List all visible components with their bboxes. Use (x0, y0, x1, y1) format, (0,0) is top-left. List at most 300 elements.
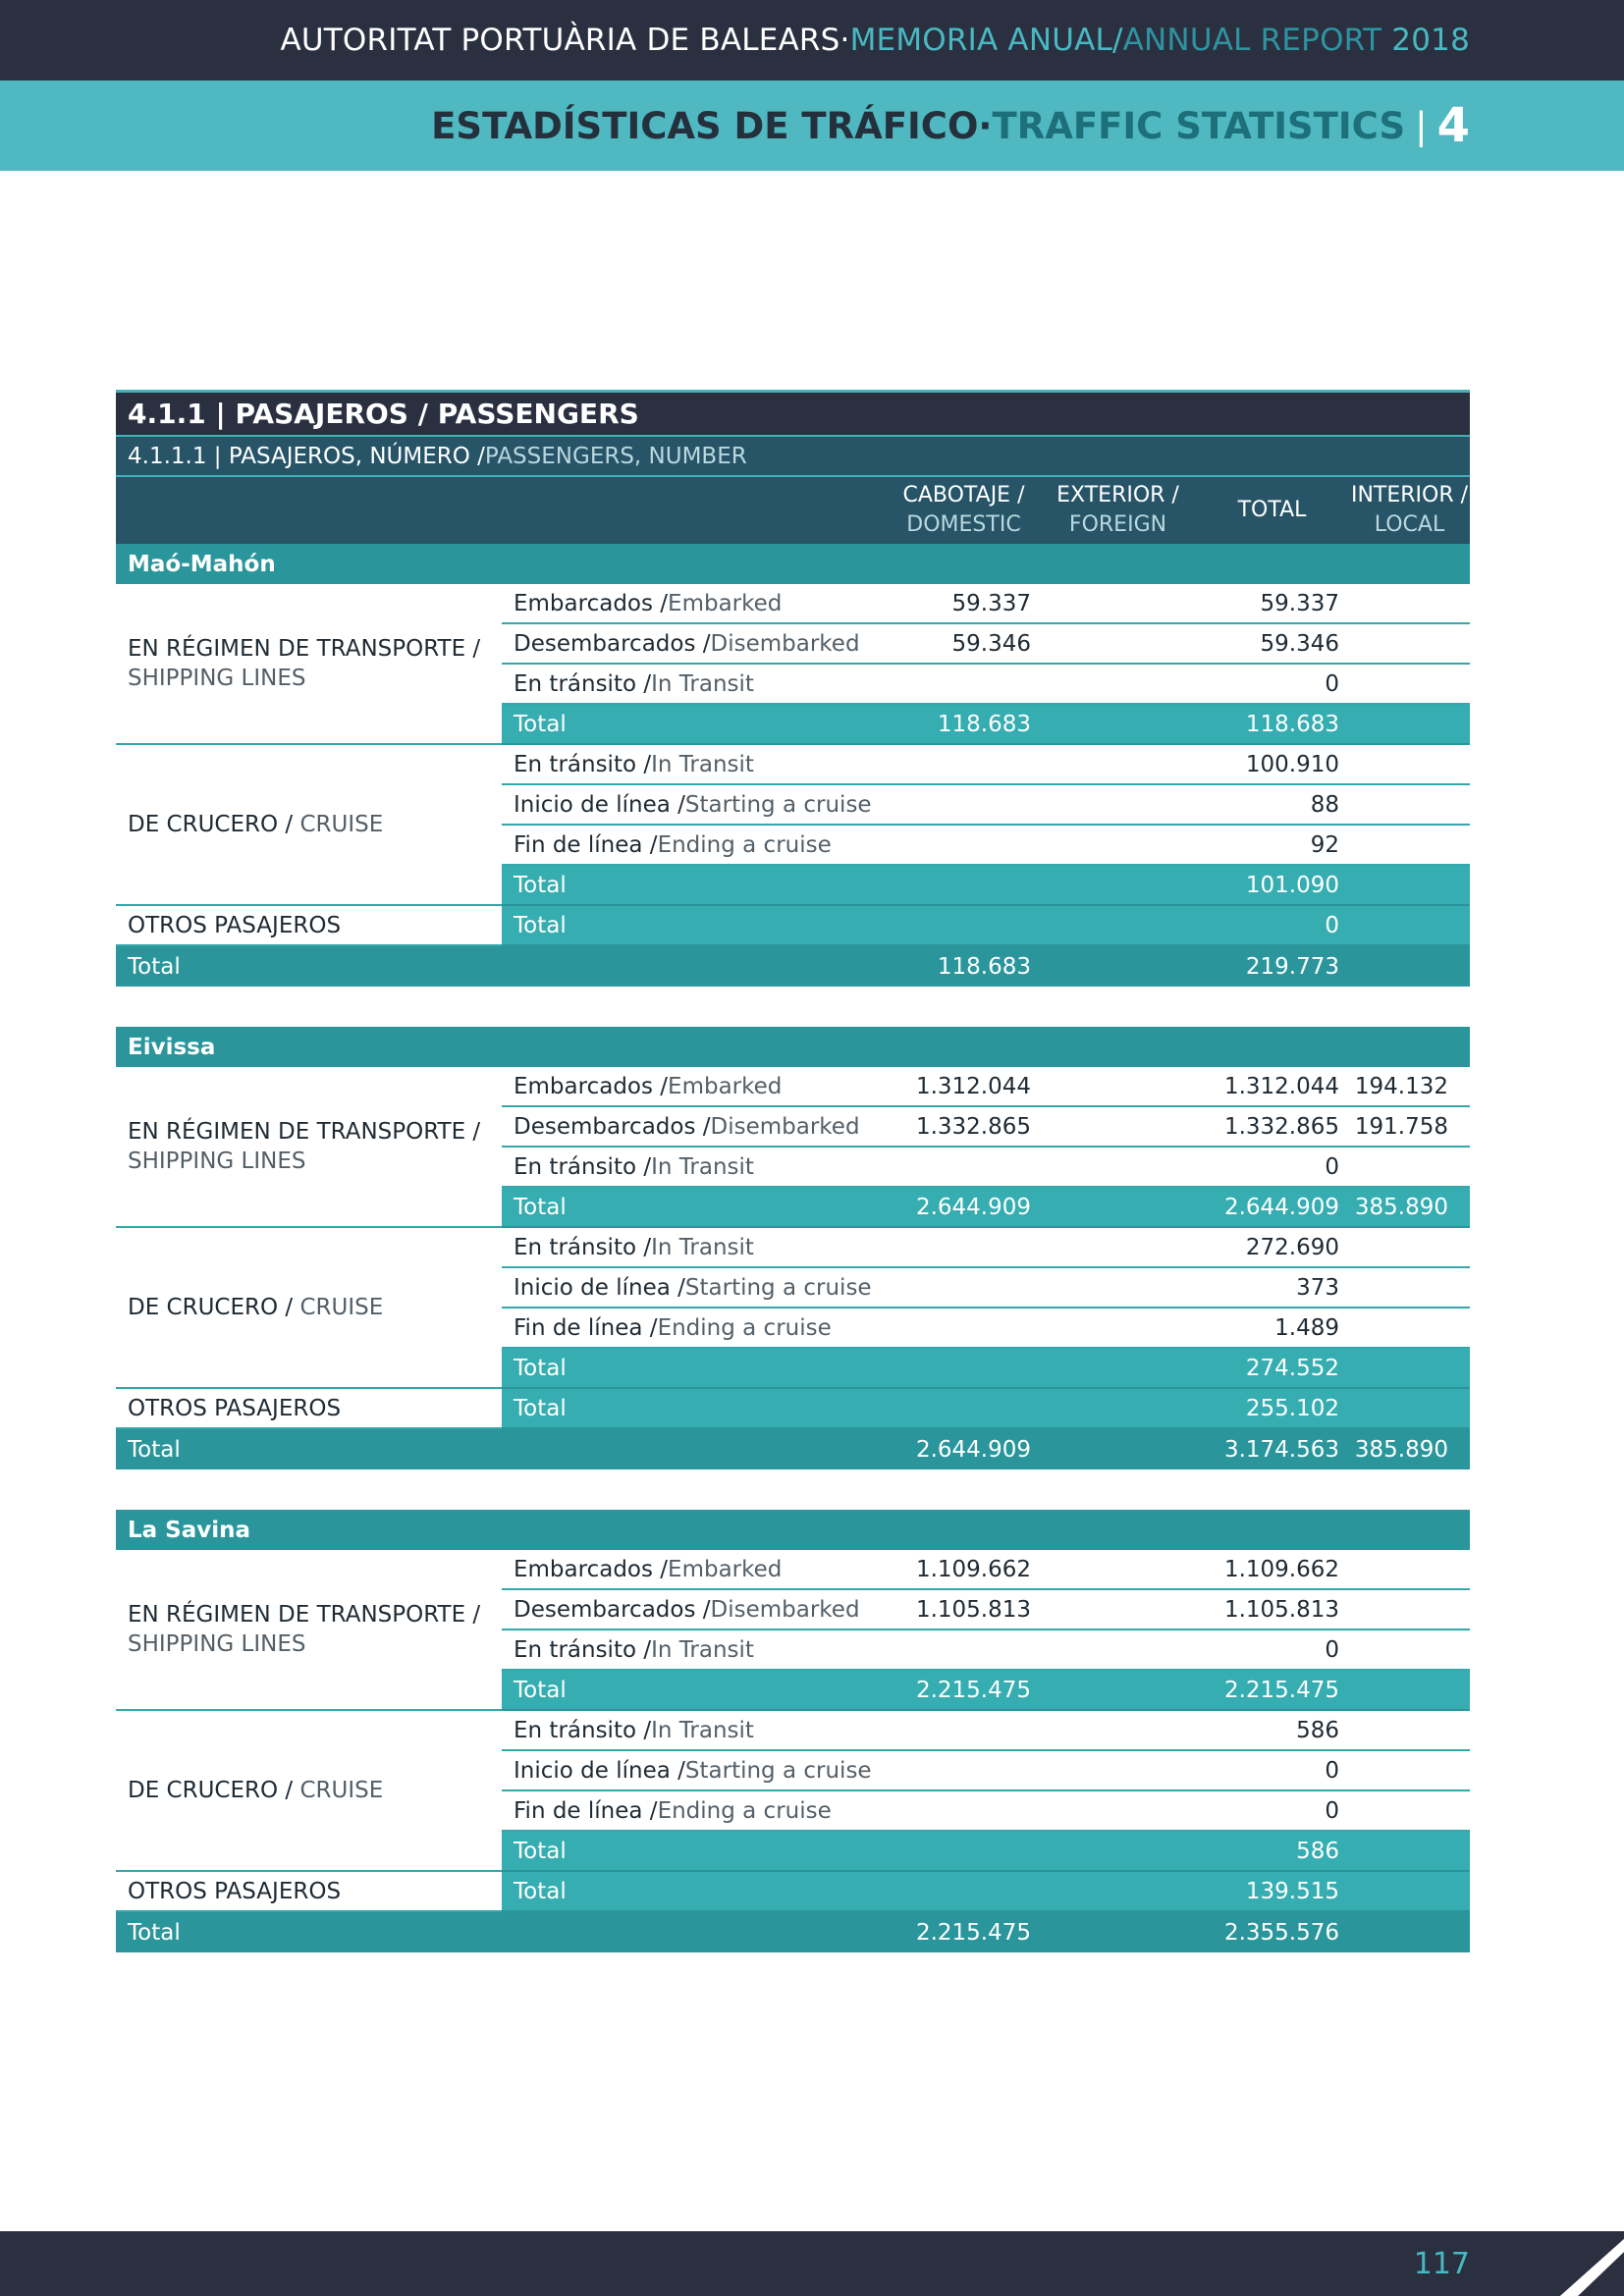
port-2-shipping-transit-label-en: In Transit (651, 1636, 754, 1663)
port-2-shipping-disembarked-label-en: Disembarked (710, 1596, 860, 1623)
port-0-cruise-total-label-text: Total (514, 872, 567, 898)
port-2-others-total-domestic (887, 1872, 1041, 1912)
table-title-text: 4.1.1 | PASAJEROS / PASSENGERS (128, 398, 639, 430)
port-1-shipping-total-local (1349, 1188, 1470, 1228)
port-0-shipping-disembarked-total (1195, 624, 1349, 663)
header-spacer-type (502, 477, 887, 544)
port-2-shipping-disembarked-total-value: 1.105.813 (1223, 1596, 1339, 1623)
port-2-grand-total-total-value: 2.355.576 (1223, 1919, 1339, 1946)
port-0-shipping-total-foreign (1041, 705, 1195, 745)
port-1-grand-total-domestic (887, 1429, 1041, 1469)
port-1-cruise-end-total (1195, 1308, 1349, 1347)
column-header-total-es: TOTAL (1237, 498, 1307, 522)
port-2-others-total-total-value: 139.515 (1245, 1878, 1339, 1904)
port-2-grand-total-total (1195, 1912, 1349, 1952)
port-1-cruise-transit-total (1195, 1228, 1349, 1266)
port-1-cruise-start-domestic (887, 1268, 1041, 1307)
port-1-cruise-transit-body (502, 1228, 1470, 1268)
port-2-shipping-total-domestic (887, 1671, 1041, 1711)
port-0-cruise-end-total (1195, 826, 1349, 864)
port-0-shipping-total-total-value: 118.683 (1245, 711, 1339, 737)
port-2-cruise-total-total (1195, 1832, 1349, 1872)
port-2-others-total-foreign (1041, 1872, 1195, 1912)
port-2-cruise-start-foreign (1041, 1751, 1195, 1789)
port-2-shipping-disembarked-body (502, 1590, 1470, 1630)
port-1-shipping-embarked-domestic (887, 1067, 1041, 1105)
port-2-shipping-total-domestic-value: 2.215.475 (915, 1677, 1031, 1703)
port-1-shipping-transit-total-value: 0 (1325, 1153, 1339, 1180)
port-1-shipping-disembarked-domestic-value: 1.332.865 (915, 1113, 1031, 1140)
port-1-cruise-start-total (1195, 1268, 1349, 1307)
port-2-shipping-transit-domestic (887, 1630, 1041, 1669)
port-1-cruise-start-body (502, 1268, 1470, 1308)
section-title-es: ESTADÍSTICAS DE TRÁFICO (431, 104, 979, 147)
port-0-cruise-transit-domestic (887, 745, 1041, 783)
table-subtitle-row (116, 435, 1470, 475)
section-number: 4 (1436, 98, 1470, 153)
port-1-cruise-group-label-en: CRUISE (299, 1295, 384, 1320)
port-0-cruise-total-total-value: 101.090 (1245, 872, 1339, 898)
port-2-cruise-group-label-es: DE CRUCERO / (128, 1778, 300, 1803)
port-1-shipping-total-label (502, 1188, 887, 1228)
port-0-cruise-transit-local (1349, 745, 1470, 783)
port-0-others-total-label (502, 906, 887, 946)
port-1-shipping-embarked-foreign (1041, 1067, 1195, 1105)
column-header-domestic-es: CABOTAJE / (902, 483, 1025, 507)
port-2-cruise-total-domestic (887, 1832, 1041, 1872)
port-0-cruise-start-label-en: Starting a cruise (684, 791, 872, 818)
port-2-shipping-embarked-total-value: 1.109.662 (1223, 1556, 1339, 1582)
port-1-others-total-total-value: 255.102 (1245, 1395, 1339, 1421)
org-name: AUTORITAT PORTUÀRIA DE BALEARS (280, 23, 840, 58)
port-0-cruise-transit-total (1195, 745, 1349, 783)
port-0-others-total-domestic (887, 906, 1041, 946)
port-2-others-total-label-text: Total (514, 1878, 567, 1904)
port-1-cruise-total-total (1195, 1349, 1349, 1389)
port-2-shipping-disembarked-label (502, 1590, 887, 1629)
port-0-shipping-group-label-es: EN RÉGIMEN DE TRANSPORTE / (128, 636, 481, 662)
port-2-shipping-total-local (1349, 1671, 1470, 1711)
port-0-shipping-transit-domestic (887, 665, 1041, 703)
port-1-cruise-end-foreign (1041, 1308, 1195, 1347)
column-header-foreign-es: EXTERIOR / (1056, 483, 1179, 507)
section-title-en: TRAFFIC STATISTICS (992, 104, 1406, 147)
port-2-cruise-group-label-line (128, 1776, 502, 1805)
port-1-shipping-total-label-text: Total (514, 1194, 567, 1220)
port-1-grand-total-label (116, 1429, 502, 1469)
port-1-others-group-label-es: OTROS PASAJEROS (128, 1395, 342, 1421)
port-1-shipping-transit-domestic (887, 1148, 1041, 1186)
port-1-shipping-disembarked-foreign (1041, 1107, 1195, 1146)
port-1-shipping-disembarked-body (502, 1107, 1470, 1148)
port-2-cruise-end-total (1195, 1791, 1349, 1830)
port-0-shipping-total-label (502, 705, 887, 745)
port-2-shipping-disembarked-total (1195, 1590, 1349, 1629)
port-1-shipping-group-label-line2 (128, 1147, 502, 1176)
port-2-cruise-transit-label-en: In Transit (651, 1717, 754, 1743)
section-header (0, 80, 1624, 171)
port-2-others-group-label (116, 1872, 502, 1912)
port-1-cruise-start-local (1349, 1268, 1470, 1307)
port-2-cruise-transit-total (1195, 1711, 1349, 1749)
port-0-cruise-transit-foreign (1041, 745, 1195, 783)
port-1-shipping-total-domestic (887, 1188, 1041, 1228)
port-0-cruise-group-label-en: CRUISE (299, 812, 384, 837)
port-2-shipping-disembarked-foreign (1041, 1590, 1195, 1629)
annual-report-label: ANNUAL REPORT (1122, 23, 1382, 58)
port-2-cruise-start-total-value: 0 (1325, 1757, 1339, 1784)
port-0-name-text: Maó-Mahón (128, 551, 276, 577)
port-1-shipping-total-domestic-value: 2.644.909 (915, 1194, 1031, 1220)
port-1-cruise-group-label (116, 1228, 502, 1389)
port-0-cruise-start-body (502, 785, 1470, 826)
port-0-shipping-embarked-foreign (1041, 584, 1195, 622)
port-1-cruise-group-label-line (128, 1293, 502, 1322)
port-0-others-total-total-value: 0 (1325, 912, 1339, 938)
port-2-shipping-group-label (116, 1550, 502, 1711)
port-0-others-total-foreign (1041, 906, 1195, 946)
port-1-cruise-start-foreign (1041, 1268, 1195, 1307)
column-header-local (1349, 477, 1470, 544)
port-1-others-group-label-line (128, 1394, 502, 1423)
port-2-cruise-transit-label-es: En tránsito / (514, 1717, 652, 1743)
port-1-shipping-embarked-total-value: 1.312.044 (1223, 1073, 1339, 1099)
port-0-shipping-embarked-total-value: 59.337 (1260, 590, 1339, 616)
port-1-shipping-embarked-local-value: 194.132 (1354, 1073, 1448, 1099)
port-2-cruise-start-label-es: Inicio de línea / (514, 1757, 685, 1784)
table-subtitle-es: 4.1.1.1 | PASAJEROS, NÚMERO / (128, 443, 485, 469)
port-1-cruise-transit-label (502, 1228, 887, 1266)
port-1-name-row (116, 1027, 1470, 1067)
port-0-shipping-total-label-text: Total (514, 711, 567, 737)
port-2-shipping-disembarked-local (1349, 1590, 1470, 1629)
port-0-others-group-label-es: OTROS PASAJEROS (128, 912, 342, 938)
port-1-cruise-total-foreign (1041, 1349, 1195, 1389)
port-0-shipping-embarked-label-en: Embarked (668, 590, 783, 616)
section-dot: · (978, 104, 993, 147)
port-1-grand-total-spacer (502, 1429, 887, 1469)
port-1-others-total-label-text: Total (514, 1395, 567, 1421)
port-1-shipping-transit-label-es: En tránsito / (514, 1153, 652, 1180)
page-number: 117 (1413, 2246, 1470, 2281)
port-0-cruise-total-foreign (1041, 866, 1195, 906)
table-title (116, 393, 639, 435)
port-2-others-group-label-es: OTROS PASAJEROS (128, 1878, 342, 1904)
port-0-shipping-total-domestic (887, 705, 1041, 745)
port-0-cruise-group-label (116, 745, 502, 906)
port-1-cruise-total-total-value: 274.552 (1245, 1355, 1339, 1381)
port-1-cruise-start-label-es: Inicio de línea / (514, 1274, 685, 1301)
column-header-local-es: INTERIOR / (1350, 483, 1469, 507)
port-0-cruise-end-local (1349, 826, 1470, 864)
port-0-cruise-start-local (1349, 785, 1470, 824)
port-0-shipping-embarked-domestic (887, 584, 1041, 622)
port-2-shipping-total-foreign (1041, 1671, 1195, 1711)
port-2-cruise-start-total (1195, 1751, 1349, 1789)
column-header-row (116, 475, 1470, 544)
port-0-cruise-total-total (1195, 866, 1349, 906)
port-1-others-total-total (1195, 1389, 1349, 1429)
port-2-shipping-total-label-text: Total (514, 1677, 567, 1703)
port-2-shipping-total-total-value: 2.215.475 (1223, 1677, 1339, 1703)
port-1-shipping-transit-label-en: In Transit (651, 1153, 754, 1180)
port-1-others-total-foreign (1041, 1389, 1195, 1429)
port-2-cruise-transit-body (502, 1711, 1470, 1751)
port-1-cruise-end-domestic (887, 1308, 1041, 1347)
port-1-cruise-end-label-en: Ending a cruise (657, 1314, 832, 1341)
port-0-cruise-end-total-value: 92 (1310, 831, 1339, 858)
port-1-shipping-disembarked-total-value: 1.332.865 (1223, 1113, 1339, 1140)
port-1-cruise-total-domestic (887, 1349, 1041, 1389)
page-footer (0, 2231, 1624, 2296)
port-1-shipping-total-local-value: 385.890 (1354, 1194, 1448, 1220)
port-0-cruise-transit-body (502, 745, 1470, 785)
port-1-cruise-transit-foreign (1041, 1228, 1195, 1266)
port-2-grand-total-label-text: Total (128, 1919, 181, 1946)
port-2-cruise-end-foreign (1041, 1791, 1195, 1830)
port-0-shipping-group-label-line1 (128, 634, 502, 664)
port-1-shipping-group-label (116, 1067, 502, 1228)
port-0-shipping-total-domestic-value: 118.683 (937, 711, 1031, 737)
port-2-shipping-group-label-line1 (128, 1600, 502, 1629)
port-2-cruise-total-label-text: Total (514, 1838, 567, 1864)
port-0-shipping-transit-label-en: In Transit (651, 670, 754, 697)
port-1-grand-total-label-text: Total (128, 1436, 181, 1463)
port-0-grand-total-spacer (502, 946, 887, 987)
port-0-cruise-start-foreign (1041, 785, 1195, 824)
port-0-cruise-total-label (502, 866, 887, 906)
port-1-shipping-total-total-value: 2.644.909 (1223, 1194, 1339, 1220)
port-1-shipping-transit-local (1349, 1148, 1470, 1186)
port-0-cruise-end-body (502, 826, 1470, 866)
port-1-others-total-local (1349, 1389, 1470, 1429)
port-1-shipping-embarked-total (1195, 1067, 1349, 1105)
port-2-cruise-transit-local (1349, 1711, 1470, 1749)
port-2-cruise-total-label (502, 1832, 887, 1872)
port-2-cruise-total-local (1349, 1832, 1470, 1872)
port-0-cruise-total-domestic (887, 866, 1041, 906)
port-1-shipping-embarked-local (1349, 1067, 1470, 1105)
port-2-cruise-end-label (502, 1791, 887, 1830)
port-0-shipping-total-local (1349, 705, 1470, 745)
port-1-others-total-domestic (887, 1389, 1041, 1429)
port-0-shipping-disembarked-label (502, 624, 887, 663)
port-1-cruise-total-label-text: Total (514, 1355, 567, 1381)
port-1-shipping-disembarked-local-value: 191.758 (1354, 1113, 1448, 1140)
port-0-shipping-embarked-label-es: Embarcados / (514, 590, 669, 616)
port-2-cruise-total-foreign (1041, 1832, 1195, 1872)
port-0-shipping-disembarked-foreign (1041, 624, 1195, 663)
report-year: 2018 (1391, 23, 1470, 58)
port-1-cruise-end-body (502, 1308, 1470, 1349)
port-0-shipping-disembarked-label-es: Desembarcados / (514, 630, 711, 657)
port-0-grand-total-total (1195, 946, 1349, 987)
port-1-shipping-disembarked-total (1195, 1107, 1349, 1146)
port-2-shipping-embarked-foreign (1041, 1550, 1195, 1588)
port-2-shipping-total-label (502, 1671, 887, 1711)
port-0-shipping-disembarked-domestic-value: 59.346 (951, 630, 1031, 657)
port-2-others-group-label-line (128, 1877, 502, 1906)
port-0-others-group-label-line (128, 911, 502, 940)
port-2-cruise-transit-total-value: 586 (1296, 1717, 1339, 1743)
port-0-cruise-transit-label-es: En tránsito / (514, 751, 652, 777)
port-1-others-group-label (116, 1389, 502, 1429)
port-1-cruise-transit-total-value: 272.690 (1245, 1234, 1339, 1260)
port-2-cruise-end-label-es: Fin de línea / (514, 1797, 658, 1824)
port-0-shipping-embarked-body (502, 584, 1470, 624)
port-1-cruise-transit-label-en: In Transit (651, 1234, 754, 1260)
port-2-shipping-transit-foreign (1041, 1630, 1195, 1669)
port-2-others-total-label (502, 1872, 887, 1912)
port-0-cruise-transit-total-value: 100.910 (1245, 751, 1339, 777)
port-1-cruise-end-label-es: Fin de línea / (514, 1314, 658, 1341)
port-1-grand-total-local-value: 385.890 (1354, 1436, 1448, 1463)
port-2-cruise-transit-foreign (1041, 1711, 1195, 1749)
port-1-shipping-total-total (1195, 1188, 1349, 1228)
port-0-shipping-transit-local (1349, 665, 1470, 703)
port-2-grand-total-row (116, 1912, 1470, 1952)
port-2-shipping-embarked-label-es: Embarcados / (514, 1556, 669, 1582)
port-0-grand-total-foreign (1041, 946, 1195, 987)
port-0-cruise-start-label (502, 785, 887, 824)
port-2-cruise-end-body (502, 1791, 1470, 1832)
port-2-shipping-transit-body (502, 1630, 1470, 1671)
port-1-shipping-embarked-label-es: Embarcados / (514, 1073, 669, 1099)
port-1-grand-total-row (116, 1429, 1470, 1469)
port-1-cruise-start-total-value: 373 (1296, 1274, 1339, 1301)
port-1-shipping-transit-total (1195, 1148, 1349, 1186)
port-1-shipping-embarked-domestic-value: 1.312.044 (915, 1073, 1031, 1099)
port-1-others-total-label (502, 1389, 887, 1429)
port-1-shipping-transit-body (502, 1148, 1470, 1188)
port-2-shipping-disembarked-domestic (887, 1590, 1041, 1629)
port-2-cruise-transit-domestic (887, 1711, 1041, 1749)
port-1-grand-total-total-value: 3.174.563 (1223, 1436, 1339, 1463)
port-0-cruise-group-label-line (128, 810, 502, 839)
port-0-cruise-start-total-value: 88 (1310, 791, 1339, 818)
port-0-others-total-label-text: Total (514, 912, 567, 938)
port-2-grand-total-label (116, 1912, 502, 1952)
port-0-grand-total-domestic-value: 118.683 (937, 953, 1031, 980)
port-0-shipping-transit-label-es: En tránsito / (514, 670, 652, 697)
port-0-cruise-transit-label (502, 745, 887, 783)
port-0-cruise-end-label-es: Fin de línea / (514, 831, 658, 858)
port-2-cruise-end-total-value: 0 (1325, 1797, 1339, 1824)
port-0-cruise-end-label-en: Ending a cruise (657, 831, 832, 858)
port-2-shipping-transit-total (1195, 1630, 1349, 1669)
port-2-grand-total-spacer (502, 1912, 887, 1952)
port-1-shipping-disembarked-label (502, 1107, 887, 1146)
port-1-name-text: Eivissa (128, 1034, 216, 1060)
port-0-shipping-transit-total-value: 0 (1325, 670, 1339, 697)
port-1-cruise-end-local (1349, 1308, 1470, 1347)
port-0-grand-total-local (1349, 946, 1470, 987)
port-1-shipping-group-label-es: EN RÉGIMEN DE TRANSPORTE / (128, 1119, 481, 1145)
port-2-shipping-transit-label (502, 1630, 887, 1669)
port-1-cruise-transit-local (1349, 1228, 1470, 1266)
port-1-shipping-group-label-en: SHIPPING LINES (128, 1148, 306, 1174)
port-0-name (116, 544, 276, 584)
port-2-cruise-start-domestic (887, 1751, 1041, 1789)
port-2-cruise-start-label (502, 1751, 887, 1789)
port-2-shipping-disembarked-label-es: Desembarcados / (514, 1596, 711, 1623)
port-2-shipping-embarked-label-en: Embarked (668, 1556, 783, 1582)
port-0-shipping-transit-total (1195, 665, 1349, 703)
port-2-cruise-end-domestic (887, 1791, 1041, 1830)
table-subtitle-en: PASSENGERS, NUMBER (484, 443, 747, 469)
header-dot: · (839, 23, 850, 58)
port-2-cruise-start-label-en: Starting a cruise (684, 1757, 872, 1784)
footer-slash-decoration (1526, 2231, 1624, 2296)
port-0-shipping-embarked-local (1349, 584, 1470, 622)
port-1-cruise-start-label-en: Starting a cruise (684, 1274, 872, 1301)
port-1-grand-total-total (1195, 1429, 1349, 1469)
port-0-grand-total-label-text: Total (128, 953, 181, 980)
port-1-shipping-embarked-label (502, 1067, 887, 1105)
column-header-domestic (887, 477, 1041, 544)
port-2-cruise-group-label-en: CRUISE (299, 1778, 384, 1803)
port-0-name-row (116, 544, 1470, 584)
port-0-cruise-start-label-es: Inicio de línea / (514, 791, 685, 818)
column-header-local-en: LOCAL (1374, 512, 1445, 537)
port-1-cruise-end-total-value: 1.489 (1274, 1314, 1339, 1341)
port-2-shipping-embarked-domestic (887, 1550, 1041, 1588)
header-slash: / (1111, 23, 1123, 58)
port-2-name-text: La Savina (128, 1517, 251, 1543)
port-2-cruise-group-label (116, 1711, 502, 1872)
port-1-shipping-disembarked-label-es: Desembarcados / (514, 1113, 711, 1140)
port-1-cruise-transit-domestic (887, 1228, 1041, 1266)
table-title-row (116, 390, 1470, 435)
report-header (0, 0, 1624, 80)
port-1-shipping-disembarked-label-en: Disembarked (710, 1113, 860, 1140)
port-2-grand-total-domestic-value: 2.215.475 (915, 1919, 1031, 1946)
port-1-shipping-disembarked-local (1349, 1107, 1470, 1146)
port-0-cruise-end-foreign (1041, 826, 1195, 864)
port-1-cruise-group-label-es: DE CRUCERO / (128, 1295, 300, 1320)
port-2-cruise-total-total-value: 586 (1296, 1838, 1339, 1864)
port-1-shipping-embarked-body (502, 1067, 1470, 1107)
port-0-grand-total-row (116, 946, 1470, 987)
port-2-cruise-transit-label (502, 1711, 887, 1749)
port-2-name (116, 1510, 250, 1550)
port-2-shipping-total-total (1195, 1671, 1349, 1711)
port-0-cruise-end-label (502, 826, 887, 864)
port-1-shipping-group-label-line1 (128, 1117, 502, 1147)
port-2-shipping-transit-label-es: En tránsito / (514, 1636, 652, 1663)
port-0-shipping-total-total (1195, 705, 1349, 745)
header-spacer-label (116, 477, 502, 544)
port-1-grand-total-domestic-value: 2.644.909 (915, 1436, 1031, 1463)
port-2-others-total-local (1349, 1872, 1470, 1912)
port-2-cruise-start-body (502, 1751, 1470, 1791)
port-0-shipping-disembarked-label-en: Disembarked (710, 630, 860, 657)
port-2-shipping-embarked-total (1195, 1550, 1349, 1588)
port-0-shipping-disembarked-body (502, 624, 1470, 665)
port-2-shipping-transit-total-value: 0 (1325, 1636, 1339, 1663)
port-1-cruise-total-label (502, 1349, 887, 1389)
port-2-shipping-embarked-local (1349, 1550, 1470, 1588)
port-2-shipping-group-label-line2 (128, 1629, 502, 1659)
port-2-cruise-end-label-en: Ending a cruise (657, 1797, 832, 1824)
port-0-cruise-start-total (1195, 785, 1349, 824)
column-header-domestic-en: DOMESTIC (906, 512, 1021, 537)
port-2-shipping-transit-local (1349, 1630, 1470, 1669)
port-0-shipping-disembarked-total-value: 59.346 (1260, 630, 1339, 657)
port-0-cruise-group-label-es: DE CRUCERO / (128, 812, 300, 837)
port-2-shipping-embarked-body (502, 1550, 1470, 1590)
column-header-total (1195, 477, 1349, 544)
